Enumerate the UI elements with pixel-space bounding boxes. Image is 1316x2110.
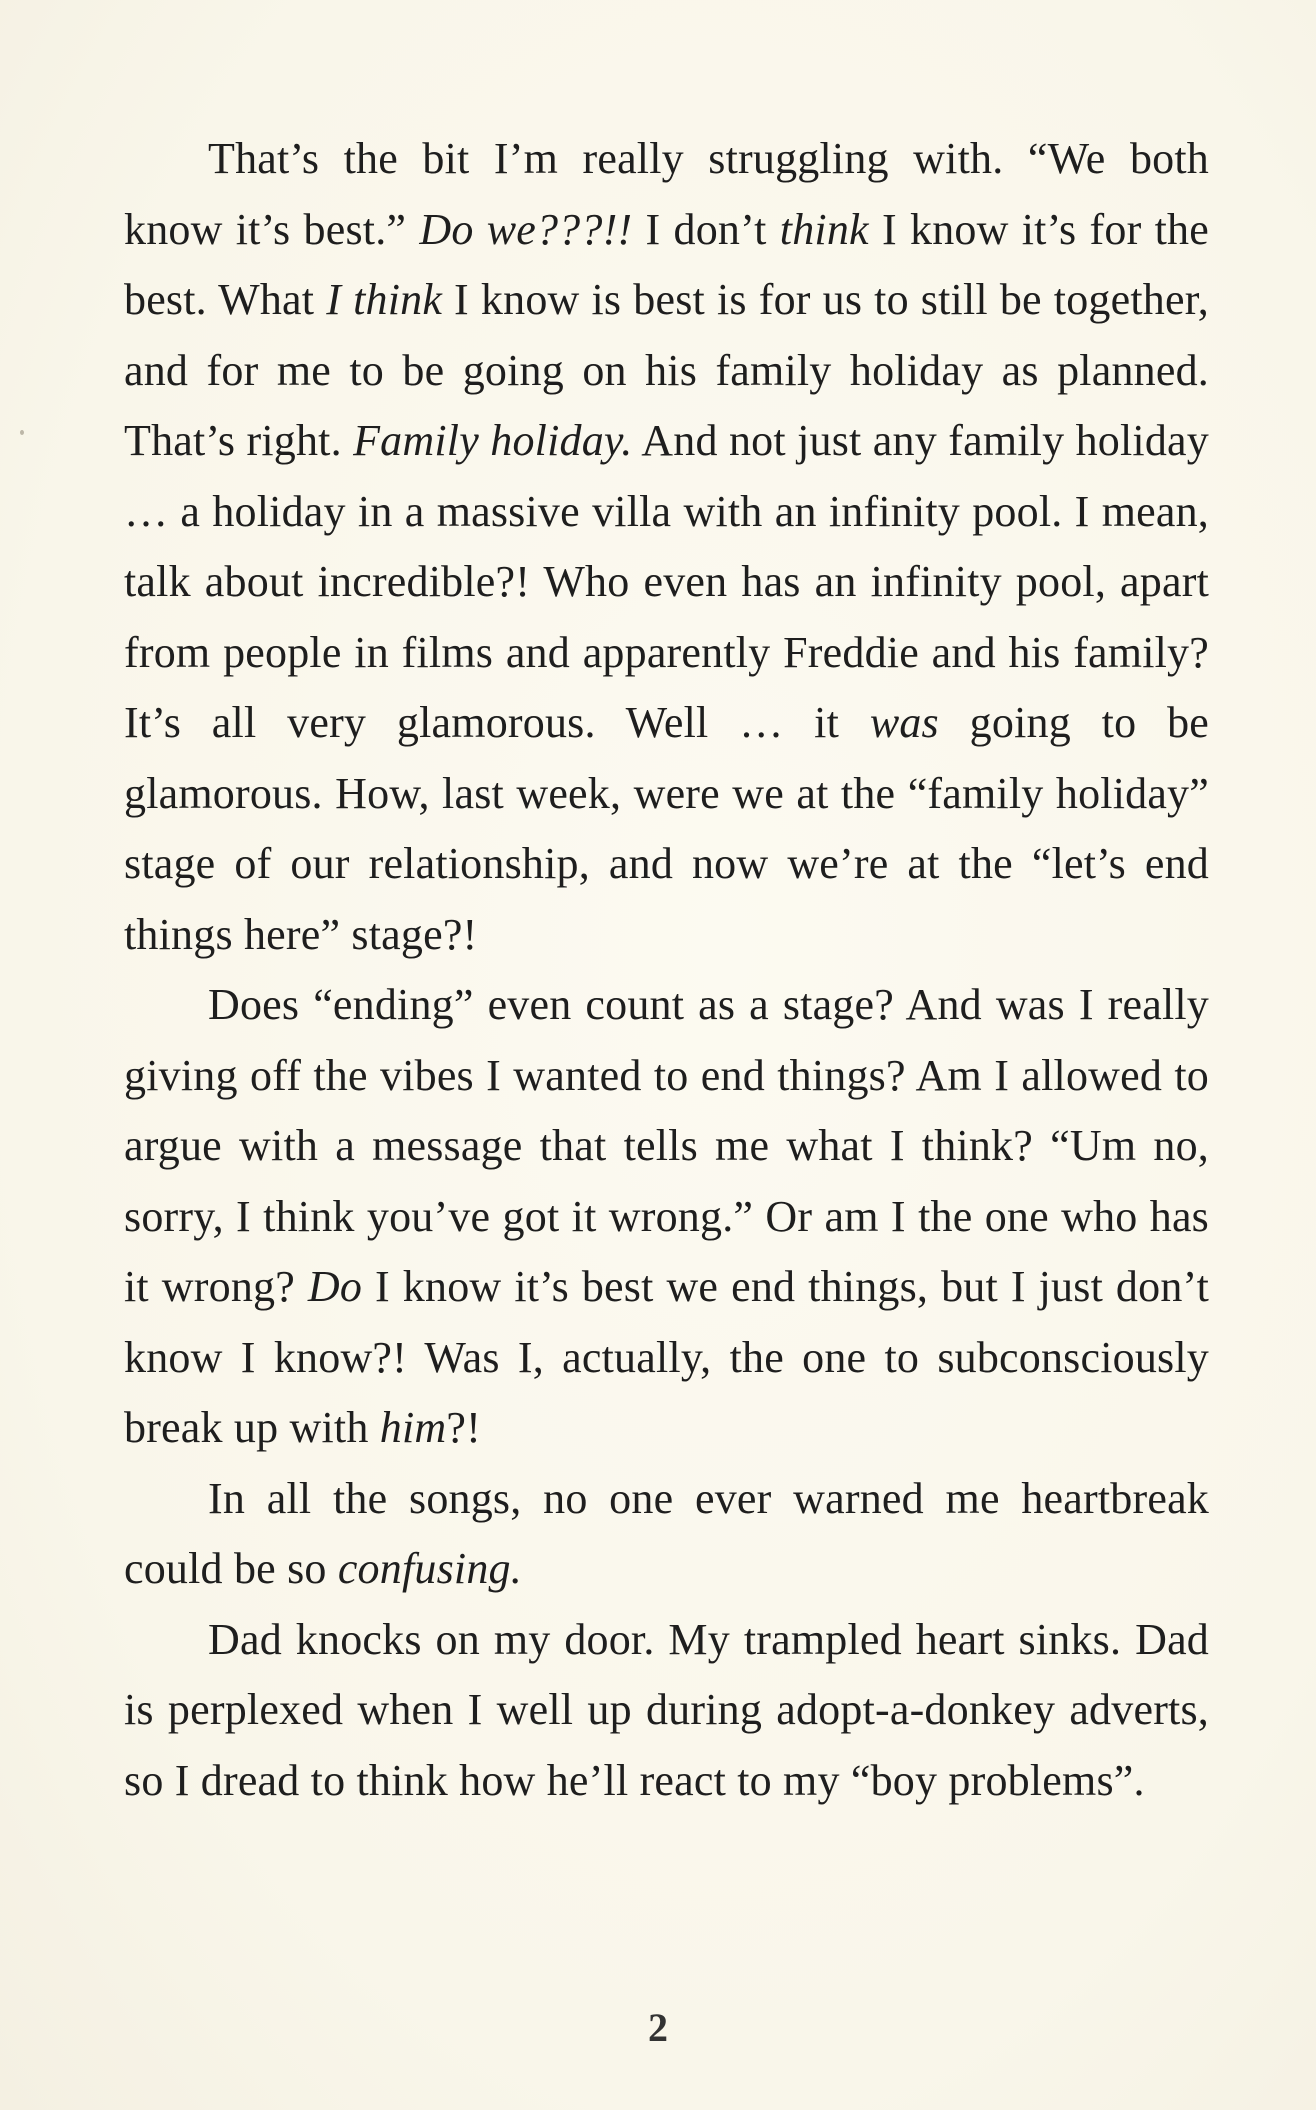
text-run: That’s the bit I’m really struggling with. “We both know it’s best.” <box>124 134 1209 254</box>
text-run: I know is best is for us to still be together, and for me to be going on his family holiday as planned. That’s right. <box>124 275 1209 465</box>
italic-text-run: confusing. <box>337 1544 522 1593</box>
body-text <box>124 124 1209 1816</box>
italic-text-run: Do <box>307 1262 363 1311</box>
paragraph-3 <box>124 1464 1209 1605</box>
text-run: In all the songs, no one ever warned me heartbreak could be so <box>124 1473 1209 1593</box>
text-run: I know it’s best we end things, but I just don’t know I know?! Was I, actually, the one to subconsciously break up with <box>124 1262 1210 1452</box>
italic-text-run: Do we???!! <box>419 204 633 254</box>
text-run: I know it’s for the best. What <box>124 204 1209 324</box>
text-run: I don’t <box>632 204 780 254</box>
paragraph-4 <box>124 1605 1209 1817</box>
italic-text-run: was <box>869 698 939 747</box>
text-run: ?! <box>446 1403 481 1452</box>
italic-text-run: Family holiday. <box>353 416 633 465</box>
paper-speck <box>20 430 24 435</box>
italic-text-run: think <box>779 204 869 254</box>
text-run: Does “ending” even count as a stage? And was I really giving off the vibes I wanted to end things? Am I allowed to argue with a message that tells me what I think? “Um no, sorry, I think you’ve got it wrong.” Or am I the one who has it wrong? <box>124 980 1209 1311</box>
page-number: 2 <box>648 2005 668 2050</box>
text-run: And not just any family holiday … a holiday in a massive villa with an infinity pool. I mean, talk about incredible?! Who even has an infinity pool, apart from people in films and apparently Freddie and his family? It’s all very glamorous. Well … it <box>124 416 1209 747</box>
italic-text-run: I think <box>326 275 443 324</box>
italic-text-run: him <box>379 1403 447 1452</box>
text-run: going to be glamorous. How, last week, were we at the “family holiday” stage of our relationship, and now we’re at the “let’s end things here” stage?! <box>124 698 1209 959</box>
paragraph-2 <box>124 970 1209 1464</box>
paragraph-1 <box>124 124 1209 970</box>
text-run: Dad knocks on my door. My trampled heart sinks. Dad is perplexed when I well up during adopt-a-donkey adverts, so I dread to think how he’ll react to my “boy problems”. <box>124 1614 1209 1805</box>
